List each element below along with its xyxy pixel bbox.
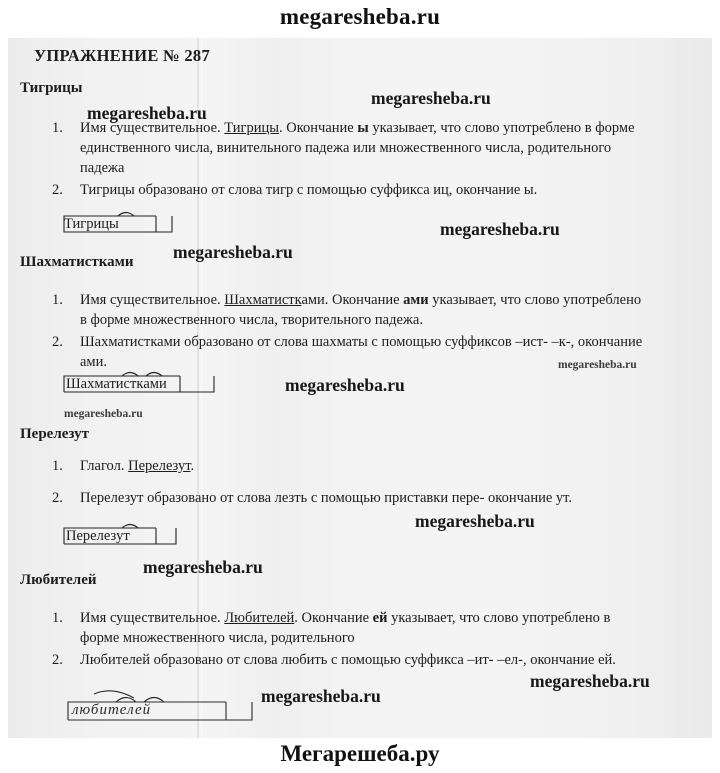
word-heading-2: Шахматистками — [20, 254, 134, 270]
list-item-text-after: указывает, что слово употреблено в форме множественного числа, творительного падежа. — [80, 292, 642, 328]
list-item-text: Любителей образовано от слова любить с помощью суффикса –ит- –ел-, окончание ей. — [80, 652, 616, 668]
word-heading-4: Любителей — [20, 572, 97, 588]
list-item-text-after: указывает, что слово употреблено в форме единственного числа, винительного падежа или множественного числа, родительного падежа — [80, 120, 635, 176]
morpheme-scheme-marks-2 — [60, 366, 240, 400]
scheme-ending: ы — [108, 216, 119, 232]
list-item-text-mid: . — [190, 458, 195, 474]
morpheme-scheme-marks-3 — [60, 518, 200, 552]
list-item-word: Тигрицы — [224, 120, 279, 136]
list-item-word: Любителей — [224, 610, 295, 626]
analysis-list-1 — [48, 118, 648, 202]
word-heading-1: Тигрицы — [20, 80, 83, 96]
watermark: megaresheba.ru — [440, 219, 560, 239]
watermark: megaresheba.ru — [285, 375, 405, 395]
list-item — [48, 180, 648, 200]
exercise-title: УПРАЖНЕНИЕ № 287 — [34, 46, 211, 65]
list-item — [48, 290, 648, 330]
list-item-text-before: Имя существительное. — [80, 610, 225, 626]
watermark: megaresheba.ru — [173, 242, 293, 262]
list-item-number: 2. — [52, 652, 63, 668]
list-item-word: Шахматистк — [224, 292, 302, 308]
list-item-text-before: Имя существительное. — [80, 120, 225, 136]
scheme-ending: ами — [143, 376, 167, 392]
top-brand-label: megaresheba.ru — [279, 4, 441, 29]
list-item-text: Перелезут образовано от слова лезть с помощью приставки пере- окончание ут. — [80, 490, 573, 506]
list-item-text: Тигрицы образовано от слова тигр с помощью суффикса иц, окончание ы. — [80, 182, 538, 198]
scheme-stem: Перелез — [66, 528, 117, 544]
list-item — [48, 118, 648, 178]
analysis-list-4 — [48, 608, 648, 672]
list-item-number: 1. — [52, 292, 63, 308]
scheme-ending: ут — [116, 528, 130, 544]
scanned-page-image — [8, 38, 712, 738]
list-item-text-mid: ами. Окончание — [301, 292, 404, 308]
list-item-text: Шахматистками образовано от слова шахматы с помощью суффиксов –ист- –к-, окончание ами. — [80, 334, 643, 370]
watermark: megaresheba.ru — [415, 511, 535, 531]
list-item-ending: ей — [372, 610, 388, 626]
list-item-ending: ы — [357, 120, 369, 136]
scan-content — [8, 38, 712, 738]
list-item-text-mid: . Окончание — [279, 120, 358, 136]
list-item — [48, 456, 648, 476]
bottom-brand-label: Мегарешеба.ру — [280, 741, 440, 766]
watermark: megaresheba.ru — [530, 671, 650, 691]
list-item-text-before: Глагол. — [80, 458, 129, 474]
list-item-number: 1. — [52, 120, 63, 136]
list-item-number: 1. — [52, 610, 63, 626]
watermark: megaresheba.ru — [143, 557, 263, 577]
list-item — [48, 608, 648, 648]
analysis-list-3 — [48, 456, 648, 510]
morpheme-scheme-marks-4 — [64, 688, 274, 730]
scheme-stem: Тигриц — [64, 216, 109, 232]
watermark: megaresheba.ru — [261, 686, 381, 706]
list-item-number: 1. — [52, 458, 63, 474]
handwritten-scheme-word: любителей — [72, 702, 152, 718]
list-item — [48, 488, 648, 508]
list-item-word: Перелезут — [128, 458, 191, 474]
list-item-text-mid: . Окончание — [294, 610, 373, 626]
list-item — [48, 650, 648, 670]
list-item-text-after: указывает, что слово употреблено в форме множественного числа, родительного — [80, 610, 611, 646]
watermark: megaresheba.ru — [371, 88, 491, 108]
watermark: megaresheba.ru — [87, 103, 207, 123]
morpheme-scheme-marks-1 — [60, 206, 180, 240]
list-item-number: 2. — [52, 490, 63, 506]
watermark: megaresheba.ru — [558, 359, 637, 371]
word-heading-3: Перелезут — [20, 426, 89, 442]
scheme-stem: Шахматистк — [66, 376, 144, 392]
list-item-ending: ами — [403, 292, 429, 308]
list-item-number: 2. — [52, 334, 63, 350]
list-item-text-before: Имя существительное. — [80, 292, 225, 308]
watermark: megaresheba.ru — [64, 408, 143, 420]
list-item-number: 2. — [52, 182, 63, 198]
